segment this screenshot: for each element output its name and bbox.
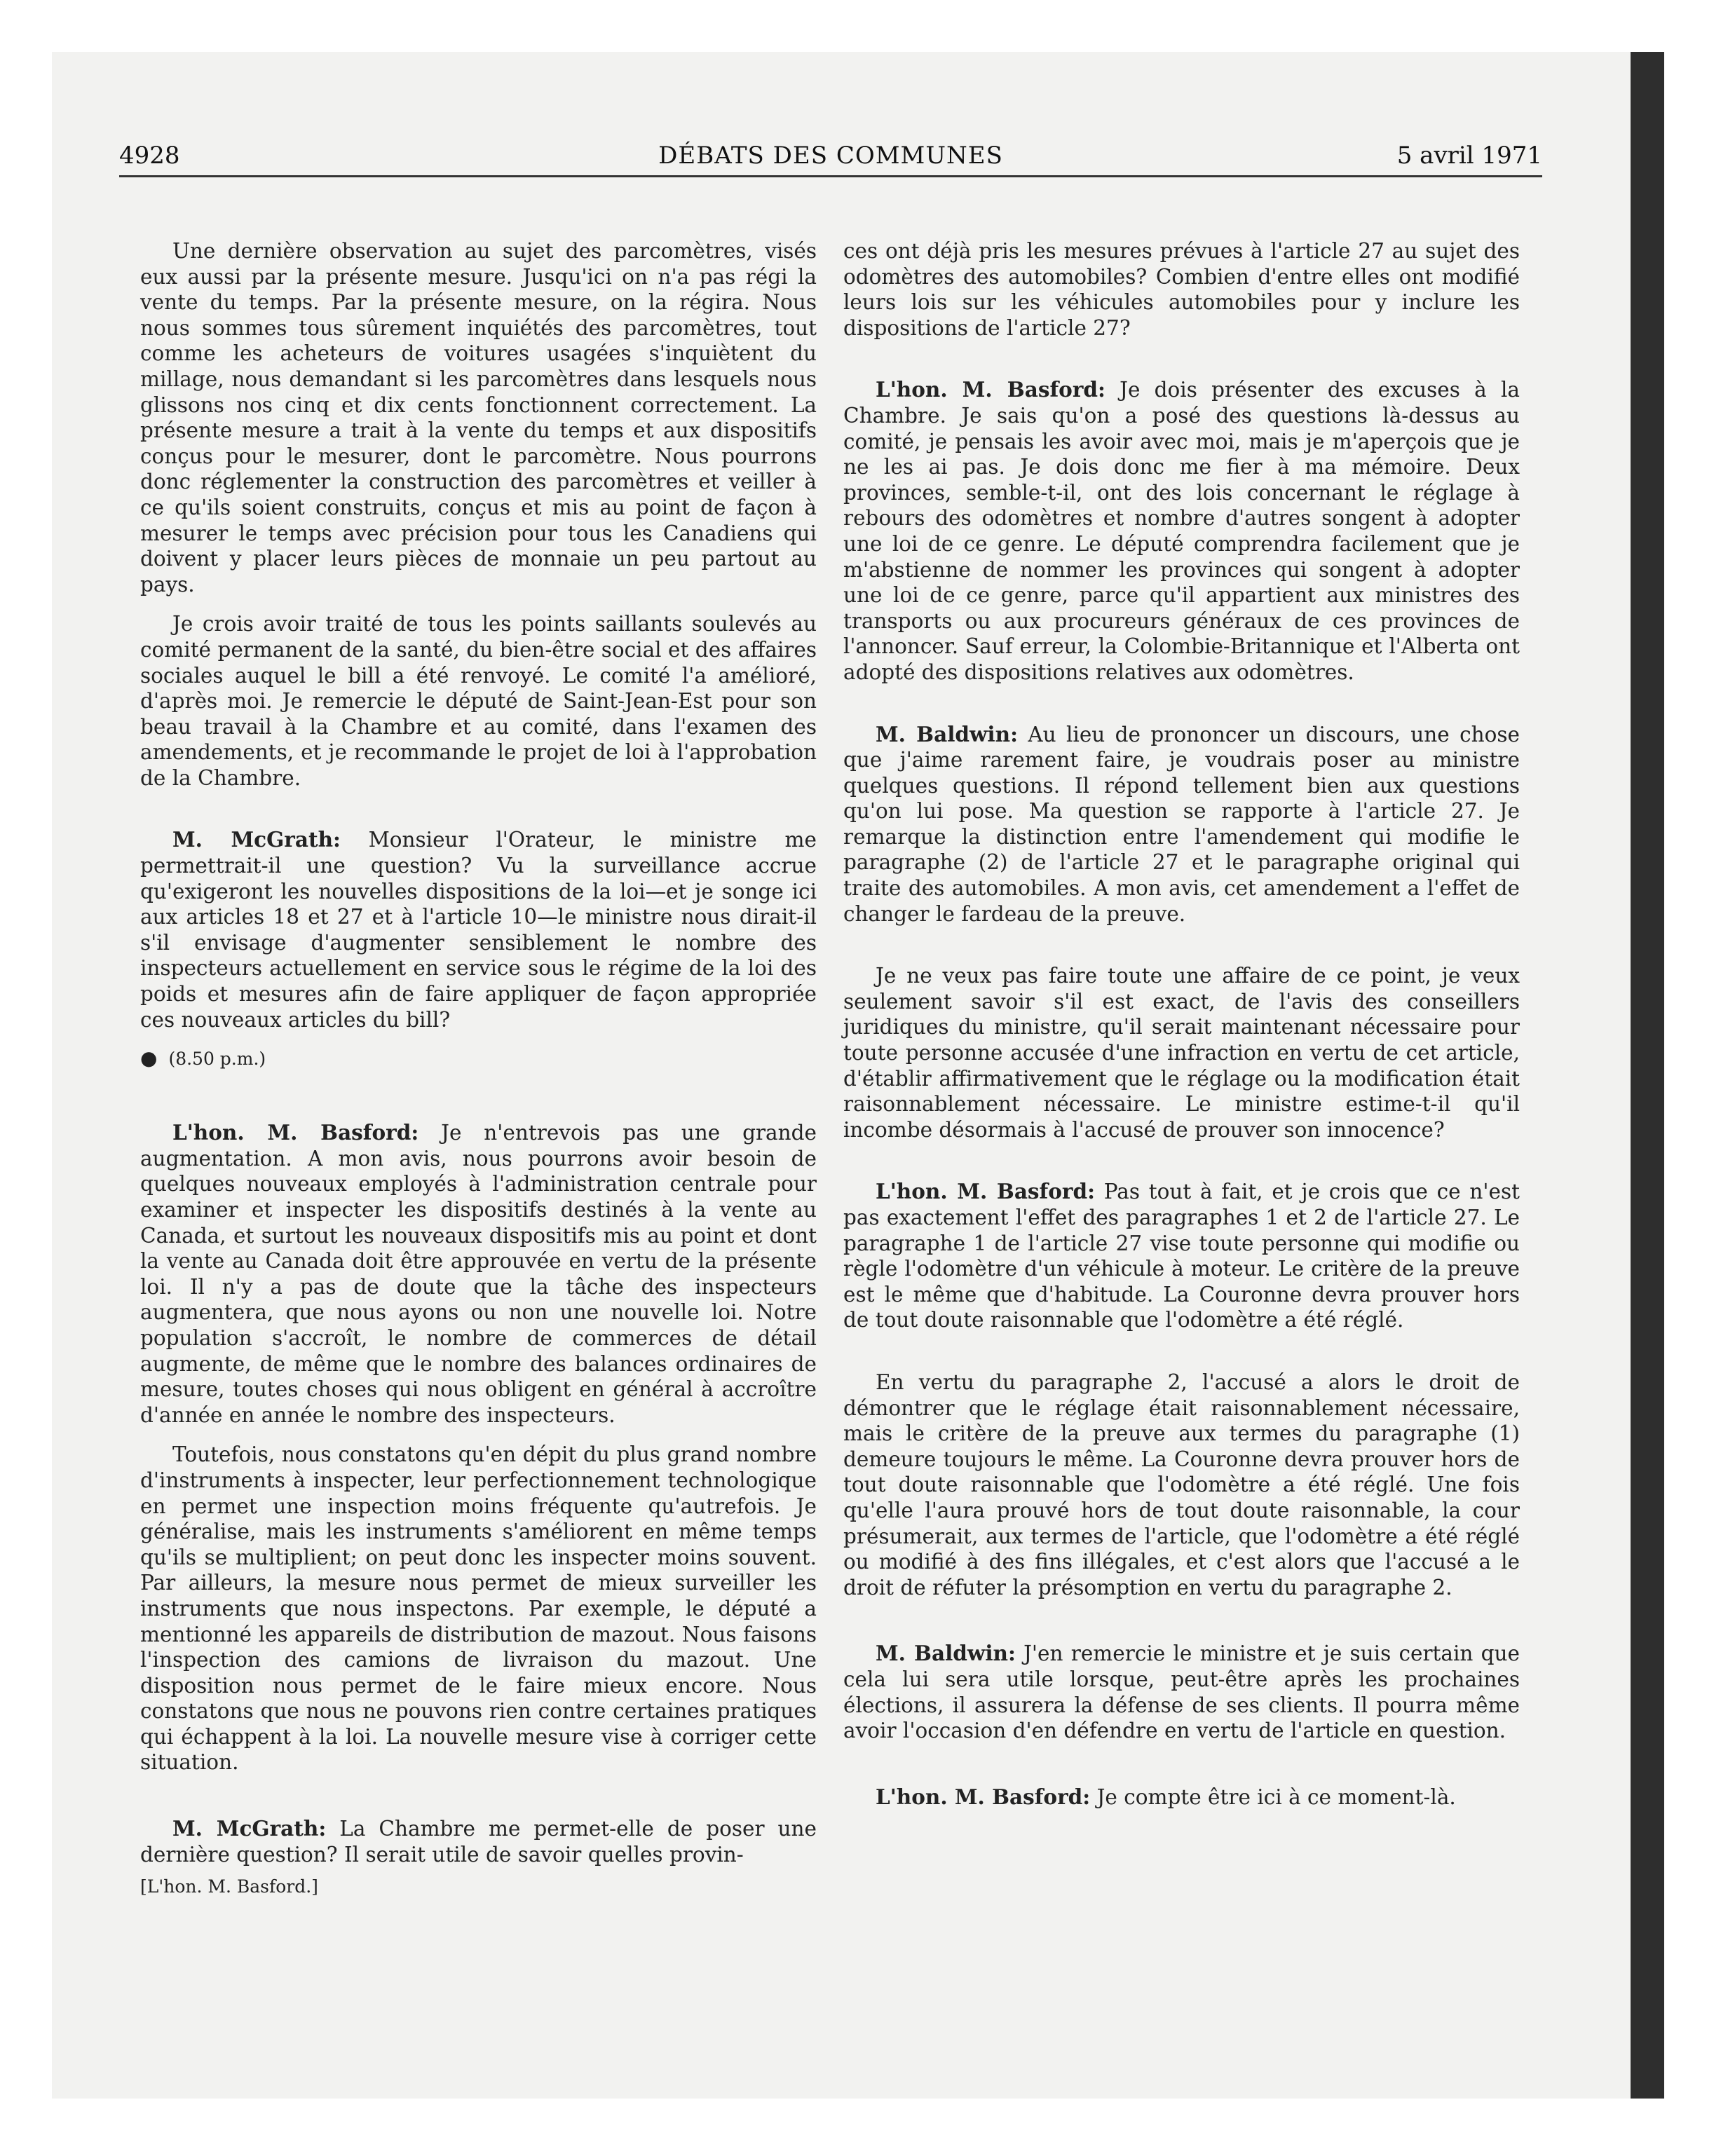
speaker-name: L'hon. M. Basford: [172, 1120, 419, 1145]
paragraph: Toutefois, nous constatons qu'en dépit du plus grand nombre d'instruments à inspecter, leur perfectionnement technologique en permet une inspection moins fréquente qu'autrefois. Je généralise, mais les instruments s'améliorent en même temps qu'ils se multiplient; on peut donc les inspecter moins souvent. Par ailleurs, la mesure nous permet de mieux surveiller les instruments que nous inspectons. Par exemple, le député a mentionné les appareils de distribution de mazout. Nous faisons l'inspection des camions de livraison du mazout. Une disposition nous permet de le faire mieux encore. Nous constatons que nous ne pouvons rien contre certaines pratiques qui échappent à la loi. La nouvelle mesure vise à corriger cette situation. [140, 1442, 817, 1775]
paragraph: ces ont déjà pris les mesures prévues à l'article 27 au sujet des odomètres des automobiles? Combien d'entre elles ont modifié leurs lois sur les véhicules automobiles pour y inclure les dispositions de l'article 27? [843, 239, 1520, 340]
scan-edge-shadow [1631, 52, 1664, 2099]
speaker-name: M. Baldwin: [876, 721, 1018, 746]
left-column [140, 238, 817, 1900]
speaker-name: L'hon. M. Basford: [876, 1179, 1095, 1204]
publication-date: 5 avril 1971 [1396, 142, 1542, 170]
speaker-name: M. McGrath: [172, 1816, 327, 1841]
speech: L'hon. M. Basford: Je dois présenter des excuses à la Chambre. Je sais qu'on a posé des questions là-dessus au comité, je pensais les avoir avec moi, mais je m'aperçois que je ne les ai pas. Je dois donc me fier à ma mémoire. Deux provinces, semble-t-il, ont des lois concernant le réglage à rebours des odomètres et nombre d'autres songent à adopter une loi de ce genre. Le député comprendra facilement que je m'abstienne de nommer les provinces qui songent à adopter une loi de ce genre, parce qu'il appartient aux ministres des transports ou aux procureurs généraux de ces provinces de l'annoncer. Sauf erreur, la Colombie-Britannique et l'Alberta ont adopté des dispositions relatives aux odomètres. [843, 377, 1520, 684]
speech: M. McGrath: La Chambre me permet-elle de poser une dernière question? Il serait utile de savoir quelles provin- [140, 1816, 817, 1867]
paragraph: Je crois avoir traité de tous les points saillants soulevés au comité permanent de la santé, du bien-être social et des affaires sociales auquel le bill a été renvoyé. Le comité l'a amélioré, d'après moi. Je remercie le député de Saint-Jean-Est pour son beau travail à la Chambre et au comité, dans l'examen des amendements, et je recommande le projet de loi à l'approbation de la Chambre. [140, 612, 817, 790]
speech: M. Baldwin: Au lieu de prononcer un discours, une chose que j'aime rarement faire, je voudrais poser au ministre quelques questions. Il répond tellement bien aux questions qu'on lui pose. Ma question se rapporte à l'article 27. Je remarque la distinction entre l'amendement qui modifie le paragraphe (2) de l'article 27 et le paragraphe original qui traite des automobiles. A mon avis, cet amendement a l'effet de changer le fardeau de la preuve. [843, 721, 1520, 926]
speech: L'hon. M. Basford: Je n'entrevois pas une grande augmentation. A mon avis, nous pourrons avoir besoin de quelques nouveaux employés à l'administration centrale pour examiner et inspecter les dispositifs destinés à la vente au Canada, et surtout les nouveaux dispositifs mis au point et dont la vente au Canada doit être approuvée en vertu de la présente loi. Il n'y a pas de doute que la tâche des inspecteurs augmentera, que nous ayons ou non une nouvelle loi. Notre population s'accroît, le nombre de commerces de détail augmente, de même que le nombre des balances ordinaires de mesure, toutes choses qui nous obligent en général à accroître d'année en année le nombre des inspecteurs. [140, 1120, 817, 1427]
paragraph: En vertu du paragraphe 2, l'accusé a alors le droit de démontrer que le réglage était raisonnablement nécessaire, mais le critère de la preuve aux termes du paragraphe (1) demeure toujours le même. La Couronne devra prouver hors de tout doute raisonnable que l'odomètre a été réglé. Une fois qu'elle l'aura prouvé hors de tout doute raisonnable, la cour présumerait, aux termes de l'article, que l'odomètre a été réglé ou modifié à des fins illégales, et c'est alors que l'accusé a le droit de réfuter la présomption en vertu du paragraphe 2. [843, 1370, 1520, 1599]
paragraph: Je ne veux pas faire toute une affaire de ce point, je veux seulement savoir s'il est exact, de l'avis des conseillers juridiques du ministre, qu'il serait maintenant nécessaire pour toute personne accusée d'une infraction en vertu de cet article, d'établir affirmativement que le réglage ou la modification était raisonnablement nécessaire. Le ministre estime-t-il qu'il incombe désormais à l'accusé de prouver son innocence? [843, 964, 1520, 1142]
timestamp: ● (8.50 p.m.) [140, 1046, 266, 1070]
speaker-attribution: [L'hon. M. Basford.] [140, 1876, 318, 1897]
speaker-name: L'hon. M. Basford: [876, 377, 1105, 402]
page-number: 4928 [119, 142, 180, 170]
speaker-name: M. McGrath: [172, 827, 341, 852]
speech: L'hon. M. Basford: Pas tout à fait, et je crois que ce n'est pas exactement l'effet des paragraphes 1 et 2 de l'article 27. Le paragraphe 1 de l'article 27 vise toute personne qui modifie ou règle l'odomètre d'un véhicule à moteur. Le critère de la preuve est le même que d'habitude. La Couronne devra prouver hors de tout doute raisonnable que l'odomètre a été réglé. [843, 1179, 1520, 1332]
speaker-name: L'hon. M. Basford: [876, 1784, 1091, 1809]
speaker-name: M. Baldwin: [876, 1641, 1016, 1666]
speech: M. Baldwin: J'en remercie le ministre et je suis certain que cela lui sera utile lorsque, peut-être après les prochaines élections, il assurera la défense de ses clients. Il pourra même avoir l'occasion d'en défendre en vertu de l'article en question. [843, 1641, 1520, 1743]
speech: M. McGrath: Monsieur l'Orateur, le ministre me permettrait-il une question? Vu la surveillance accrue qu'exigeront les nouvelles dispositions de la loi—et je songe ici aux articles 18 et 27 et à l'article 10—le ministre nous dirait-il s'il envisage d'augmenter sensiblement le nombre des inspecteurs actuellement en service sous le régime de la loi des poids et mesures afin de faire appliquer de façon appropriée ces nouveaux articles du bill? [140, 827, 817, 1032]
publication-title: DÉBATS DES COMMUNES [658, 142, 1003, 170]
bullet-icon: ● [140, 1046, 158, 1070]
right-column [843, 238, 1520, 1824]
paragraph: Une dernière observation au sujet des parcomètres, visés eux aussi par la présente mesure. Jusqu'ici on n'a pas régi la vente du temps. Par la présente mesure, on la régira. Nous nous sommes tous sûrement inquiétés des parcomètres, tout comme les acheteurs de voitures usagées s'inquiètent du millage, nous demandant si les parcomètres dans lesquels nous glissons nos cinq et dix cents fonctionnent correctement. La présente mesure a trait à la vente du temps et aux dispositifs conçus pour le mesurer, dont le parcomètre. Nous pourrons donc réglementer la construction des parcomètres et veiller à ce qu'ils soient construits, conçus et mis au point de façon à mesurer le temps avec précision pour tous les Canadiens qui doivent y placer leurs pièces de monnaie un peu partout au pays. [140, 239, 817, 596]
header-rule [119, 175, 1542, 177]
speech: L'hon. M. Basford: Je compte être ici à ce moment-là. [876, 1784, 1456, 1809]
